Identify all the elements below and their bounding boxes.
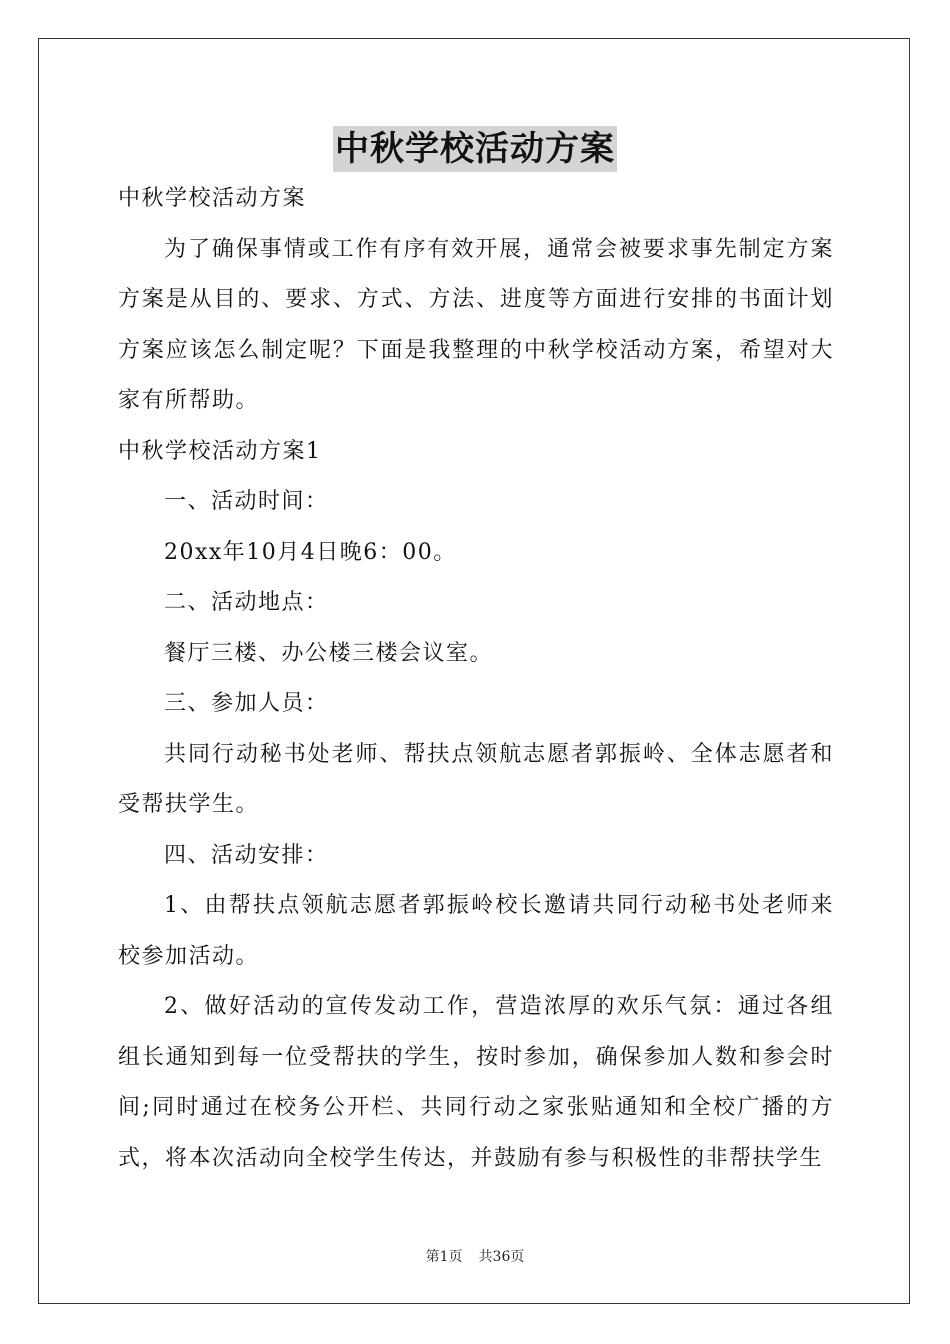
page-footer xyxy=(0,1246,950,1266)
page-total: 共36页 xyxy=(478,1249,525,1265)
paragraph: 1、由帮扶点领航志愿者郭振岭校长邀请共同行动秘书处老师来校参加活动。 xyxy=(118,893,834,969)
paragraph: 二、活动地点： xyxy=(164,590,329,615)
paragraph: 四、活动安排： xyxy=(164,842,329,868)
page-number: 第1页 xyxy=(425,1249,463,1265)
paragraph: 中秋学校活动方案1 xyxy=(118,438,322,464)
paragraph: 20xx年10月4日晚6：00。 xyxy=(164,539,457,565)
paragraph: 共同行动秘书处老师、帮扶点领航志愿者郭振岭、全体志愿者和受帮扶学生。 xyxy=(118,741,834,817)
paragraph: 餐厅三楼、办公楼三楼会议室。 xyxy=(164,640,494,666)
document-body xyxy=(118,174,834,1184)
paragraph: 中秋学校活动方案 xyxy=(118,186,307,211)
paragraph: 三、参加人员： xyxy=(164,691,329,716)
paragraph: 2、做好活动的宣传发动工作，营造浓厚的欢乐气氛：通过各组组长通知到每一位受帮扶的学生，按时参加，确保参加人数和参会时间;同时通过在校务公开栏、共同行动之家张贴通知和全校广播的方式，将本次活动向全校学生传达，并鼓励有参与积极性的非帮扶学生 xyxy=(118,994,834,1171)
title-container xyxy=(0,126,950,172)
document-title: 中秋学校活动方案 xyxy=(333,126,617,172)
paragraph: 为了确保事情或工作有序有效开展，通常会被要求事先制定方案方案是从目的、要求、方式、方法、进度等方面进行安排的书面计划方案应该怎么制定呢？下面是我整理的中秋学校活动方案，希望对大家有所帮助。 xyxy=(118,236,834,413)
paragraph: 一、活动时间： xyxy=(164,489,329,514)
